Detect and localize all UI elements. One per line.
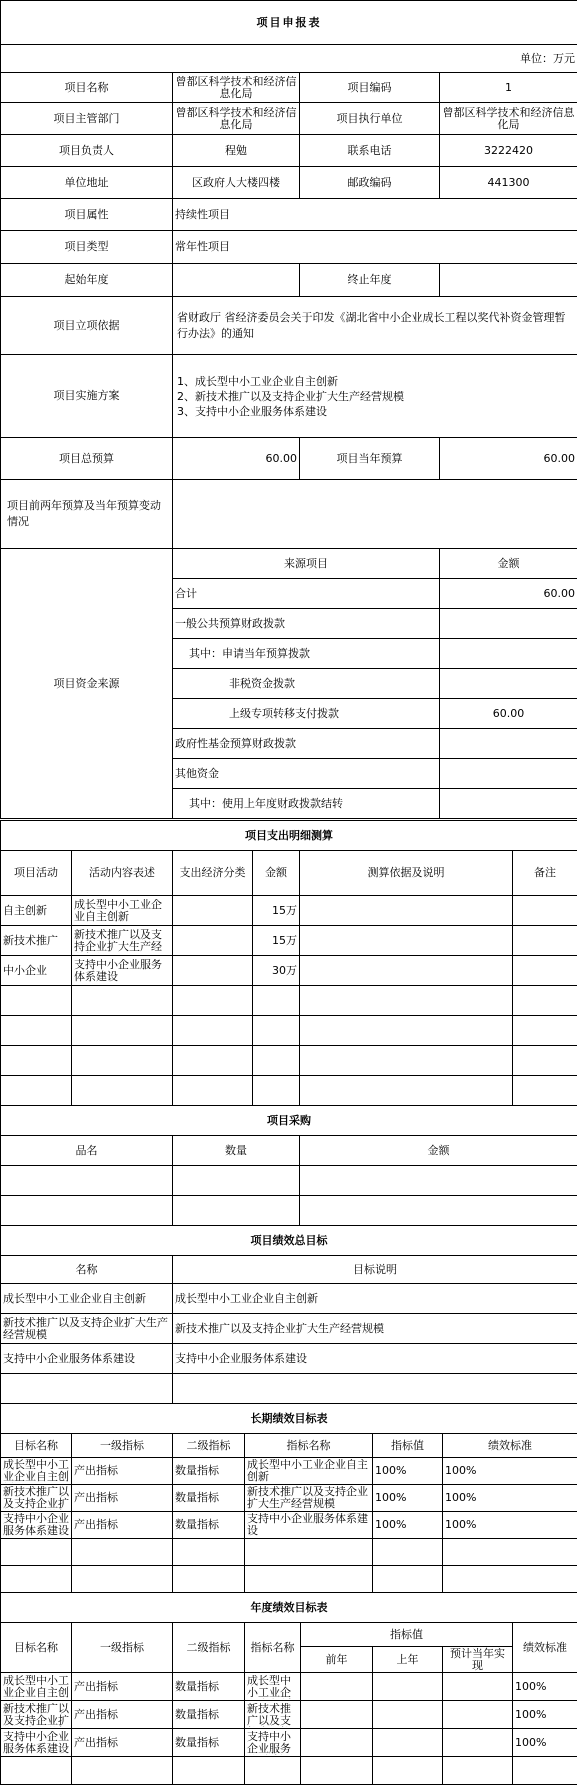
expense-section-title: 项目支出明细测算 — [1, 821, 577, 851]
table-row: 新技术推广以及支持企业扩大生产经营规模 新技术推广以及支持企业扩大生产经营规模 — [1, 1314, 577, 1344]
address-label: 单位地址 — [1, 167, 173, 199]
leader-label: 项目负责人 — [1, 135, 173, 167]
funding-row-amount — [440, 609, 577, 639]
budget-change-value — [173, 480, 577, 549]
current-budget-value: 60.00 — [440, 438, 577, 480]
purchase-header: 品名 — [1, 1136, 173, 1166]
expense-detail-table — [0, 820, 577, 1106]
funding-row-amount — [440, 729, 577, 759]
plan-line-2: 2、新技术推广以及支持企业扩大生产经营规模 — [177, 389, 404, 403]
purchase-table — [0, 1105, 577, 1226]
budget-change-label: 项目前两年预算及当年预算变动情况 — [1, 480, 173, 549]
executing-unit-value: 曾都区科学技术和经济信息化局 — [440, 103, 577, 135]
project-name-value: 曾都区科学技术和经济信息化局 — [173, 73, 300, 103]
annual-header: 一级指标 — [72, 1623, 173, 1673]
annual-subheader: 上年 — [373, 1647, 443, 1673]
table-row: 成长型中小工业企业自主创 产出指标 数量指标 成长型中小工业企 100% — [1, 1673, 577, 1701]
funding-row-name: 一般公共预算财政拨款 — [173, 609, 440, 639]
funding-row-amount — [440, 639, 577, 669]
perf-total-header: 名称 — [1, 1256, 173, 1284]
annual-header: 指标值 — [301, 1623, 513, 1647]
unit-label: 单位：万元 — [1, 45, 577, 73]
plan-value — [173, 355, 577, 438]
basic-info-table — [0, 0, 577, 819]
funding-header-source: 来源项目 — [173, 549, 440, 579]
end-year-label: 终止年度 — [300, 264, 440, 297]
table-row: 支持中小企业服务体系建设 产出指标 数量指标 支持中小企业服务体系建设 100% 100% — [1, 1512, 577, 1539]
annual-header: 目标名称 — [1, 1623, 72, 1673]
table-row — [1, 1539, 577, 1566]
basis-value: 省财政厅 省经济委员会关于印发《湖北省中小企业成长工程以奖代补资金管理暂行办法》的通知 — [173, 297, 577, 355]
long-term-section-title: 长期绩效目标表 — [1, 1404, 577, 1434]
perf-total-header: 目标说明 — [173, 1256, 577, 1284]
table-row — [1, 986, 577, 1016]
table-row — [1, 1196, 577, 1226]
start-year-label: 起始年度 — [1, 264, 173, 297]
current-budget-label: 项目当年预算 — [300, 438, 440, 480]
total-budget-label: 项目总预算 — [1, 438, 173, 480]
funding-row-name: 上级专项转移支付拨款 — [173, 699, 440, 729]
phone-label: 联系电话 — [300, 135, 440, 167]
purchase-section-title: 项目采购 — [1, 1106, 577, 1136]
leader-value: 程勉 — [173, 135, 300, 167]
table-row — [1, 1016, 577, 1046]
annual-performance-table — [0, 1592, 577, 1785]
address-value: 区政府人大楼四楼 — [173, 167, 300, 199]
annual-header: 绩效标准 — [513, 1623, 577, 1673]
purchase-header: 金额 — [300, 1136, 577, 1166]
long-term-header: 指标名称 — [245, 1434, 373, 1458]
project-code-label: 项目编码 — [300, 73, 440, 103]
funding-row-name: 非税资金拨款 — [173, 669, 440, 699]
total-budget-value: 60.00 — [173, 438, 300, 480]
table-row: 新技术推广以及支持企业扩 产出指标 数量指标 新技术推广以及支 100% — [1, 1701, 577, 1729]
funding-row-amount — [440, 669, 577, 699]
expense-header: 活动内容表述 — [72, 851, 173, 896]
annual-subheader: 前年 — [301, 1647, 373, 1673]
annual-header: 指标名称 — [245, 1623, 301, 1673]
table-row — [1, 1046, 577, 1076]
long-term-header: 目标名称 — [1, 1434, 72, 1458]
table-row: 支持中小企业服务体系建设 支持中小企业服务体系建设 — [1, 1344, 577, 1374]
expense-header: 支出经济分类 — [173, 851, 253, 896]
table-row: 成长型中小工业企业自主创 产出指标 数量指标 成长型中小工业企业自主创新 100% 100% — [1, 1458, 577, 1485]
start-year-value — [173, 264, 300, 297]
plan-line-1: 1、成长型中小工业企业自主创新 — [177, 374, 338, 388]
funding-source-label: 项目资金来源 — [1, 549, 173, 819]
table-row — [1, 1757, 577, 1785]
basis-label: 项目立项依据 — [1, 297, 173, 355]
table-row: 中小企业 支持中小企业服务体系建设 30万 — [1, 956, 577, 986]
project-name-label: 项目名称 — [1, 73, 173, 103]
expense-header: 金额 — [253, 851, 300, 896]
funding-row-name: 合计 — [173, 579, 440, 609]
table-row — [1, 1566, 577, 1593]
table-row: 自主创新 成长型中小工业企业自主创新 15万 — [1, 896, 577, 926]
long-term-performance-table — [0, 1403, 577, 1593]
table-row — [1, 1374, 577, 1404]
funding-row-name: 其中：申请当年预算拨款 — [173, 639, 440, 669]
annual-section-title: 年度绩效目标表 — [1, 1593, 577, 1623]
funding-row-name: 政府性基金预算财政拨款 — [173, 729, 440, 759]
type-label: 项目类型 — [1, 231, 173, 264]
expense-header: 项目活动 — [1, 851, 72, 896]
plan-line-3: 3、支持中小企业服务体系建设 — [177, 404, 327, 418]
funding-row-amount — [440, 789, 577, 819]
funding-row-amount: 60.00 — [440, 579, 577, 609]
funding-row-amount — [440, 759, 577, 789]
performance-total-table — [0, 1225, 577, 1404]
long-term-header: 绩效标准 — [443, 1434, 577, 1458]
table-row: 支持中小企业服务体系建设 产出指标 数量指标 支持中小企业服务 100% — [1, 1729, 577, 1757]
table-row — [1, 1076, 577, 1106]
long-term-header: 一级指标 — [72, 1434, 173, 1458]
long-term-header: 二级指标 — [173, 1434, 245, 1458]
funding-row-amount: 60.00 — [440, 699, 577, 729]
annual-header: 二级指标 — [173, 1623, 245, 1673]
table-row: 新技术推广 新技术推广以及支持企业扩大生产经 15万 — [1, 926, 577, 956]
executing-unit-label: 项目执行单位 — [300, 103, 440, 135]
type-value: 常年性项目 — [173, 231, 577, 264]
project-code-value: 1 — [440, 73, 577, 103]
funding-row-name: 其他资金 — [173, 759, 440, 789]
department-label: 项目主管部门 — [1, 103, 173, 135]
end-year-value — [440, 264, 577, 297]
attribute-label: 项目属性 — [1, 199, 173, 231]
table-row — [1, 1166, 577, 1196]
plan-label: 项目实施方案 — [1, 355, 173, 438]
page-title: 项目申报表 — [1, 1, 577, 45]
zipcode-label: 邮政编码 — [300, 167, 440, 199]
funding-header-amount: 金额 — [440, 549, 577, 579]
funding-row-name: 其中：使用上年度财政拨款结转 — [173, 789, 440, 819]
table-row: 成长型中小工业企业自主创新 成长型中小工业企业自主创新 — [1, 1284, 577, 1314]
expense-header: 备注 — [513, 851, 577, 896]
table-row: 新技术推广以及支持企业扩 产出指标 数量指标 新技术推广以及支持企业扩大生产经营规模 100% 100% — [1, 1485, 577, 1512]
attribute-value: 持续性项目 — [173, 199, 577, 231]
long-term-header: 指标值 — [373, 1434, 443, 1458]
expense-header: 测算依据及说明 — [300, 851, 513, 896]
department-value: 曾都区科学技术和经济信息化局 — [173, 103, 300, 135]
annual-subheader: 预计当年实现 — [443, 1647, 513, 1673]
perf-total-section-title: 项目绩效总目标 — [1, 1226, 577, 1256]
purchase-header: 数量 — [173, 1136, 300, 1166]
phone-value: 3222420 — [440, 135, 577, 167]
zipcode-value: 441300 — [440, 167, 577, 199]
